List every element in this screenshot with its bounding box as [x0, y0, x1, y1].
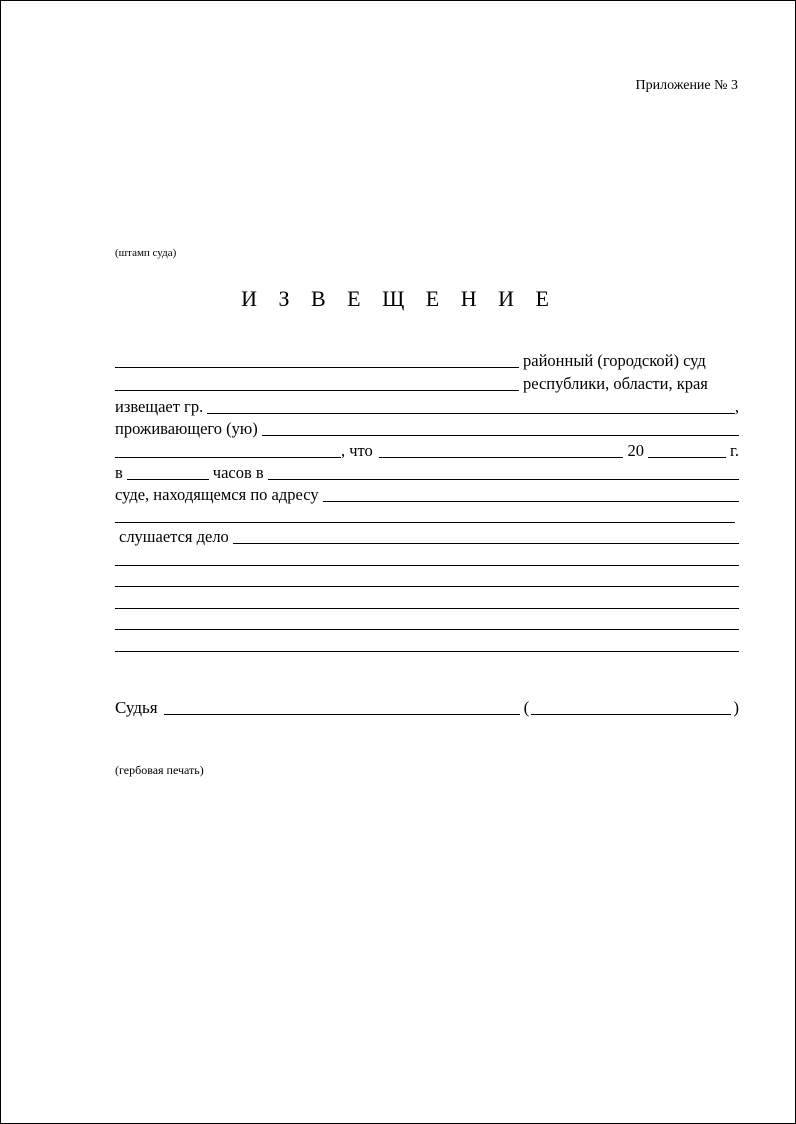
hearing-hour-field[interactable]	[127, 479, 209, 480]
date-row	[115, 440, 739, 461]
appendix-number: Приложение № 3	[635, 78, 738, 93]
official-seal-label: (гербовая печать)	[115, 763, 204, 777]
court-region-label: республики, области, края	[523, 374, 708, 393]
citizen-row	[115, 396, 739, 417]
that-label: , что	[341, 441, 373, 460]
residing-label: проживающего (ую)	[115, 419, 258, 438]
court-address-row	[115, 484, 739, 505]
case-row	[115, 526, 739, 547]
case-description-line[interactable]	[115, 586, 739, 587]
judge-signature-field[interactable]	[164, 714, 520, 715]
notifies-citizen-label: извещает гр.	[115, 397, 204, 416]
year-prefix: 20	[627, 441, 644, 460]
court-location-field[interactable]	[268, 479, 739, 480]
court-address-field[interactable]	[323, 501, 739, 502]
court-region-row	[115, 373, 739, 394]
document-title: И З В Е Щ Е Н И Е	[241, 286, 557, 311]
court-address-continued-line[interactable]	[115, 522, 735, 523]
residence-address-field[interactable]	[262, 435, 739, 436]
residence-row	[115, 418, 739, 439]
court-name-row	[115, 350, 739, 371]
court-address-label: суде, находящемся по адресу	[115, 485, 319, 504]
hearing-date-field[interactable]	[379, 457, 624, 458]
year-field[interactable]	[648, 457, 726, 458]
court-stamp-label: (штамп суда)	[115, 247, 177, 259]
case-description-line[interactable]	[115, 629, 739, 630]
year-suffix: г.	[729, 441, 739, 460]
hours-in-label: часов в	[212, 463, 264, 482]
judge-label: Судья	[115, 698, 158, 717]
open-paren: (	[523, 698, 530, 717]
case-description-line[interactable]	[115, 565, 739, 566]
citizen-comma: ,	[734, 397, 739, 416]
close-paren: )	[733, 698, 739, 717]
case-heard-label: слушается дело	[119, 527, 229, 546]
case-description-line[interactable]	[115, 608, 739, 609]
at-label: в	[115, 463, 123, 482]
court-district-label: районный (городской) суд	[523, 351, 706, 370]
court-name-field[interactable]	[115, 367, 519, 368]
residence-address-continued-field[interactable]	[115, 457, 341, 458]
citizen-name-field[interactable]	[207, 413, 735, 414]
case-description-field[interactable]	[233, 543, 739, 544]
judge-name-field[interactable]	[531, 714, 731, 715]
time-row	[115, 462, 739, 483]
judge-signature-row	[115, 694, 739, 718]
case-description-line[interactable]	[115, 651, 739, 652]
court-region-field[interactable]	[115, 390, 519, 391]
